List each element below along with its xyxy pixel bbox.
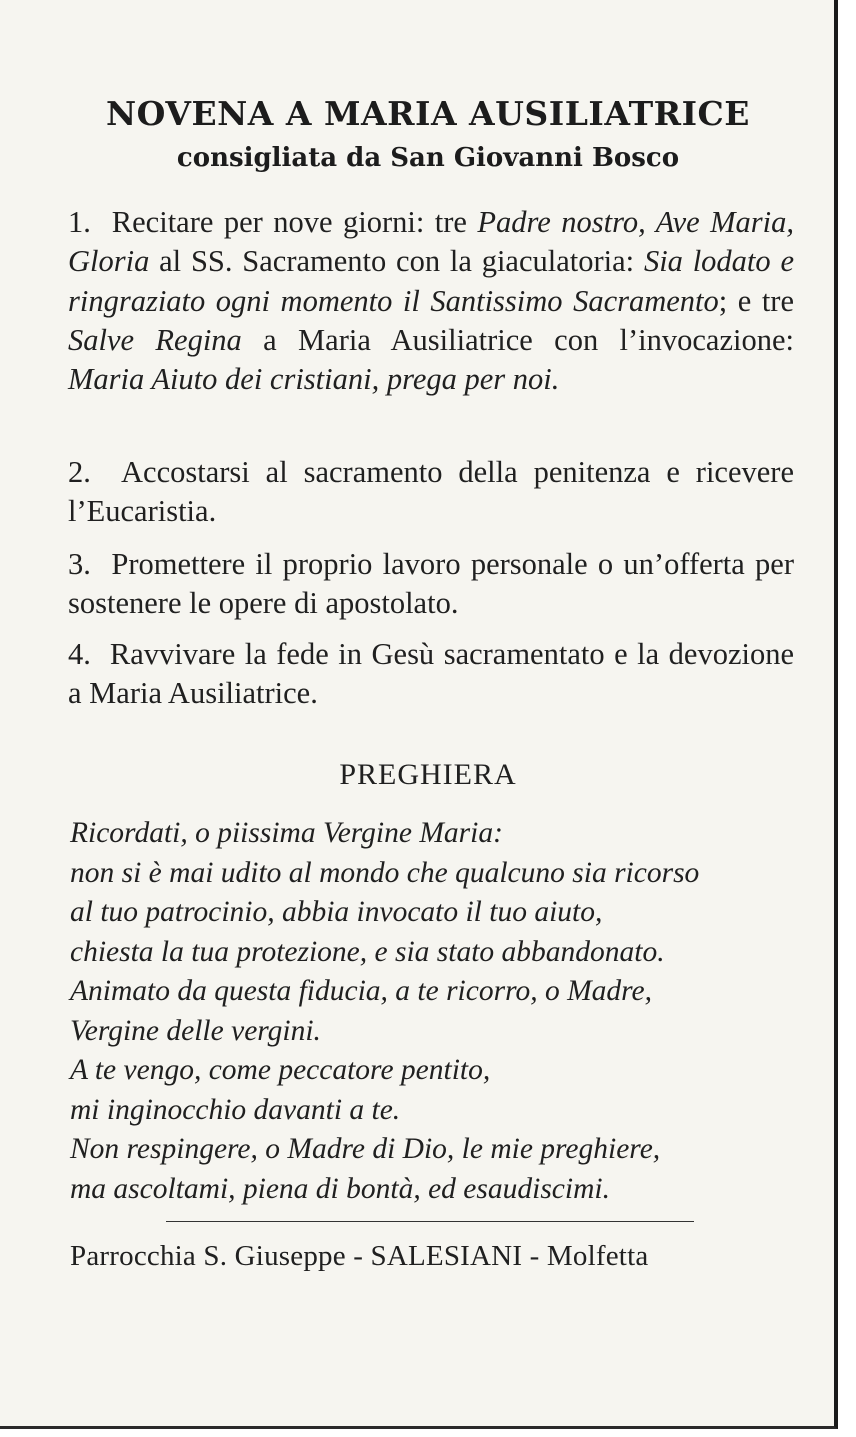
item-text-italic: Salve Regina	[68, 322, 242, 357]
prayer-text	[70, 814, 810, 1209]
prayer-line: Animato da questa fiducia, a te ricorro, o Madre,	[70, 975, 653, 1007]
item-text: al SS. Sacramento con la giaculatoria:	[149, 244, 644, 279]
item-number: 2.	[68, 455, 91, 489]
item-number: 1.	[68, 205, 91, 239]
prayer-line: Non respingere, o Madre di Dio, le mie preghiere,	[70, 1133, 661, 1165]
item-number: 3.	[68, 547, 91, 581]
instruction-item-4	[68, 635, 794, 714]
item-text: a Maria Ausiliatrice con l’invocazione:	[241, 322, 794, 357]
instruction-item-1	[68, 203, 794, 399]
prayer-line: A te vengo, come peccatore pentito,	[70, 1054, 491, 1086]
prayer-line: chiesta la tua protezione, e sia stato abbandonato.	[70, 935, 665, 968]
prayer-line: non si è mai udito al mondo che qualcuno sia ricorso	[70, 856, 700, 889]
item-text-italic: Padre nostro, Ave Maria, Gloria	[68, 205, 795, 279]
divider	[166, 1221, 694, 1222]
prayer-line: mi inginocchio davanti a te.	[70, 1093, 401, 1126]
prayer-line: ma ascoltami, piena di bontà, ed esaudiscimi.	[70, 1172, 610, 1205]
prayer-line: Vergine delle vergini.	[70, 1014, 321, 1047]
instruction-item-3	[68, 545, 794, 624]
item-number: 4.	[68, 637, 91, 671]
prayer-line: al tuo patrocinio, abbia invocato il tuo aiuto,	[70, 896, 603, 928]
item-text: Accostarsi al sacramento della penitenza e ricevere l’Eucaristia.	[68, 455, 794, 529]
item-text: Promettere il proprio lavoro personale o un’offerta per sostenere le opere di apostolato.	[68, 547, 794, 621]
prayer-line: Ricordati, o piissima Vergine Maria:	[70, 817, 503, 849]
item-text: Recitare per nove giorni: tre	[111, 205, 478, 239]
item-text-italic: Maria Aiuto dei cristiani, prega per noi.	[68, 362, 560, 397]
item-text: ; e tre	[718, 283, 794, 318]
prayer-title: PREGHIERA	[339, 758, 517, 791]
item-text: Ravvivare la fede in Gesù sacramentato e la devozione a Maria Ausiliatrice.	[68, 637, 794, 711]
card-subtitle: consigliata da San Giovanni Bosco	[176, 143, 680, 173]
card-title: NOVENA A MARIA AUSILIATRICE	[106, 94, 750, 133]
item-text-italic: Sia lodato e ringraziato ogni momento il Santissimo Sacramento	[68, 244, 794, 318]
instruction-item-2	[68, 453, 794, 532]
parish-footer: Parrocchia S. Giuseppe - SALESIANI - Molfetta	[70, 1240, 649, 1272]
